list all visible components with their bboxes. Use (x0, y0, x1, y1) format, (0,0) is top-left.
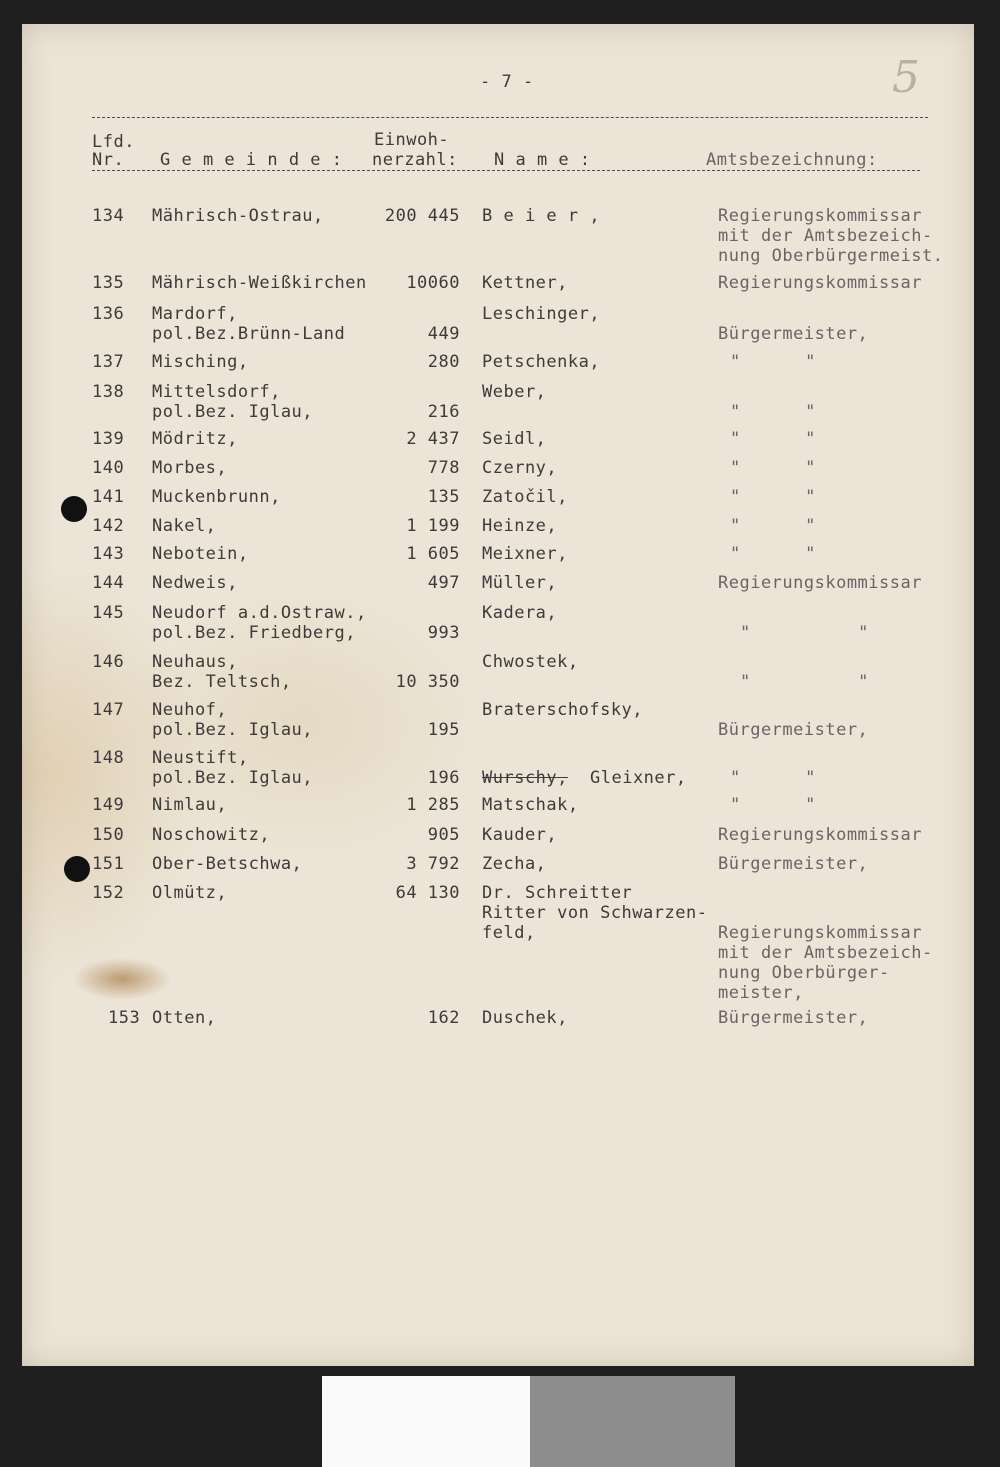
row-amtsbezeichnung: nung Oberbürgermeist. (718, 246, 944, 266)
row-gemeinde: Mährisch-Ostrau, (152, 206, 324, 226)
row-amtsbezeichnung: " " (730, 768, 816, 788)
row-name-struck: Wurschy, (482, 768, 568, 788)
row-name: Kettner, (482, 273, 568, 293)
row-amtsbezeichnung: Regierungskommissar (718, 923, 922, 943)
row-gemeinde: Mardorf, (152, 304, 238, 324)
row-number: 142 (92, 516, 125, 536)
row-einwohnerzahl: 10060 (406, 273, 460, 293)
row-name: Leschinger, (482, 304, 601, 324)
row-einwohnerzahl: 449 (427, 324, 460, 344)
row-number: 144 (92, 573, 125, 593)
row-gemeinde: Morbes, (152, 458, 228, 478)
row-name: Heinze, (482, 516, 558, 536)
row-amtsbezeichnung: " " (730, 487, 816, 507)
row-name: Czerny, (482, 458, 558, 478)
row-gemeinde: pol.Bez. Iglau, (152, 720, 314, 740)
row-amtsbezeichnung: Regierungskommissar (718, 273, 922, 293)
row-name: feld, (482, 923, 536, 943)
top-divider (92, 117, 928, 118)
row-amtsbezeichnung: mit der Amtsbezeich- (718, 943, 933, 963)
header-nr: Nr. (92, 150, 125, 170)
row-amtsbezeichnung: mit der Amtsbezeich- (718, 226, 933, 246)
row-einwohnerzahl: 195 (427, 720, 460, 740)
row-amtsbezeichnung: meister, (718, 983, 804, 1003)
row-number: 150 (92, 825, 125, 845)
row-einwohnerzahl: 3 792 (406, 854, 460, 874)
row-name: Zecha, (482, 854, 547, 874)
row-name: Weber, (482, 382, 547, 402)
row-einwohnerzahl: 135 (427, 487, 460, 507)
header-nerzahl: nerzahl: (372, 150, 458, 170)
row-name: Seidl, (482, 429, 547, 449)
grey-reference-patch (530, 1376, 735, 1467)
row-amtsbezeichnung: " " (730, 516, 816, 536)
row-amtsbezeichnung: " " (740, 623, 869, 643)
header-amtsbezeichnung: Amtsbezeichnung: (706, 150, 878, 170)
row-amtsbezeichnung: Regierungskommissar (718, 573, 922, 593)
pencil-page-mark: 5 (892, 52, 920, 103)
row-einwohnerzahl: 10 350 (395, 672, 460, 692)
row-number: 145 (92, 603, 125, 623)
row-amtsbezeichnung: " " (730, 544, 816, 564)
row-gemeinde: Bez. Teltsch, (152, 672, 292, 692)
row-amtsbezeichnung: " " (730, 458, 816, 478)
header-name: N a m e : (494, 150, 591, 170)
row-amtsbezeichnung: Bürgermeister, (718, 720, 869, 740)
row-gemeinde: Mödritz, (152, 429, 238, 449)
row-amtsbezeichnung: " " (730, 429, 816, 449)
row-einwohnerzahl: 993 (427, 623, 460, 643)
row-name: Kadera, (482, 603, 558, 623)
row-gemeinde: Muckenbrunn, (152, 487, 281, 507)
row-amtsbezeichnung: " " (730, 402, 816, 422)
row-gemeinde: Ober-Betschwa, (152, 854, 303, 874)
row-einwohnerzahl: 497 (427, 573, 460, 593)
row-gemeinde: Neuhaus, (152, 652, 238, 672)
row-name: Kauder, (482, 825, 558, 845)
row-number: 141 (92, 487, 125, 507)
row-amtsbezeichnung: nung Oberbürger- (718, 963, 890, 983)
row-amtsbezeichnung: Bürgermeister, (718, 324, 869, 344)
row-amtsbezeichnung: " " (740, 672, 869, 692)
row-gemeinde: Olmütz, (152, 883, 228, 903)
row-name: Petschenka, (482, 352, 601, 372)
row-number: 136 (92, 304, 125, 324)
row-einwohnerzahl: 162 (427, 1008, 460, 1028)
row-number: 140 (92, 458, 125, 478)
header-lfd: Lfd. (92, 132, 135, 152)
row-gemeinde: Neuhof, (152, 700, 228, 720)
row-einwohnerzahl: 196 (427, 768, 460, 788)
row-number: 139 (92, 429, 125, 449)
row-number: 134 (92, 206, 125, 226)
row-number: 137 (92, 352, 125, 372)
row-number: 153 (108, 1008, 141, 1028)
row-gemeinde: Neustift, (152, 748, 249, 768)
row-gemeinde: Nedweis, (152, 573, 238, 593)
row-name: B e i e r , (482, 206, 601, 226)
row-amtsbezeichnung: " " (730, 352, 816, 372)
row-name: Dr. Schreitter (482, 883, 633, 903)
row-number: 148 (92, 748, 125, 768)
row-einwohnerzahl: 1 285 (406, 795, 460, 815)
row-gemeinde: Mährisch-Weißkirchen (152, 273, 367, 293)
header-einwoh: Einwoh- (374, 130, 450, 150)
header-gemeinde: G e m e i n d e : (160, 150, 343, 170)
row-gemeinde: Otten, (152, 1008, 217, 1028)
row-einwohnerzahl: 2 437 (406, 429, 460, 449)
row-gemeinde: Neudorf a.d.Ostraw., (152, 603, 367, 623)
row-amtsbezeichnung: Regierungskommissar (718, 825, 922, 845)
row-gemeinde: Mittelsdorf, (152, 382, 281, 402)
punch-hole-upper (61, 496, 87, 522)
row-gemeinde: pol.Bez. Iglau, (152, 768, 314, 788)
row-name: Matschak, (482, 795, 579, 815)
row-gemeinde: Noschowitz, (152, 825, 271, 845)
row-name: Zatočil, (482, 487, 568, 507)
row-amtsbezeichnung: Bürgermeister, (718, 854, 869, 874)
row-gemeinde: Nebotein, (152, 544, 249, 564)
row-number: 138 (92, 382, 125, 402)
row-name: Gleixner, (590, 768, 687, 788)
header-underline (92, 170, 920, 171)
row-name: Müller, (482, 573, 558, 593)
row-name: Ritter von Schwarzen- (482, 903, 708, 923)
row-number: 152 (92, 883, 125, 903)
row-gemeinde: Nimlau, (152, 795, 228, 815)
page-number: - 7 - (480, 72, 534, 92)
row-einwohnerzahl: 1 199 (406, 516, 460, 536)
row-name: Meixner, (482, 544, 568, 564)
row-einwohnerzahl: 64 130 (395, 883, 460, 903)
white-reference-patch (322, 1376, 530, 1467)
row-einwohnerzahl: 778 (427, 458, 460, 478)
row-name: Braterschofsky, (482, 700, 644, 720)
row-gemeinde: pol.Bez.Brünn-Land (152, 324, 346, 344)
punch-hole-lower (64, 856, 90, 882)
row-einwohnerzahl: 905 (427, 825, 460, 845)
row-number: 147 (92, 700, 125, 720)
row-amtsbezeichnung: " " (730, 795, 816, 815)
row-name: Chwostek, (482, 652, 579, 672)
row-amtsbezeichnung: Regierungskommissar (718, 206, 922, 226)
row-einwohnerzahl: 216 (427, 402, 460, 422)
row-amtsbezeichnung: Bürgermeister, (718, 1008, 869, 1028)
row-einwohnerzahl: 1 605 (406, 544, 460, 564)
row-gemeinde: Nakel, (152, 516, 217, 536)
row-einwohnerzahl: 280 (427, 352, 460, 372)
row-number: 135 (92, 273, 125, 293)
row-einwohnerzahl: 200 445 (384, 206, 460, 226)
row-number: 143 (92, 544, 125, 564)
row-gemeinde: pol.Bez. Friedberg, (152, 623, 356, 643)
row-name: Duschek, (482, 1008, 568, 1028)
row-number: 146 (92, 652, 125, 672)
row-number: 151 (92, 854, 125, 874)
row-gemeinde: Misching, (152, 352, 249, 372)
row-number: 149 (92, 795, 125, 815)
row-gemeinde: pol.Bez. Iglau, (152, 402, 314, 422)
